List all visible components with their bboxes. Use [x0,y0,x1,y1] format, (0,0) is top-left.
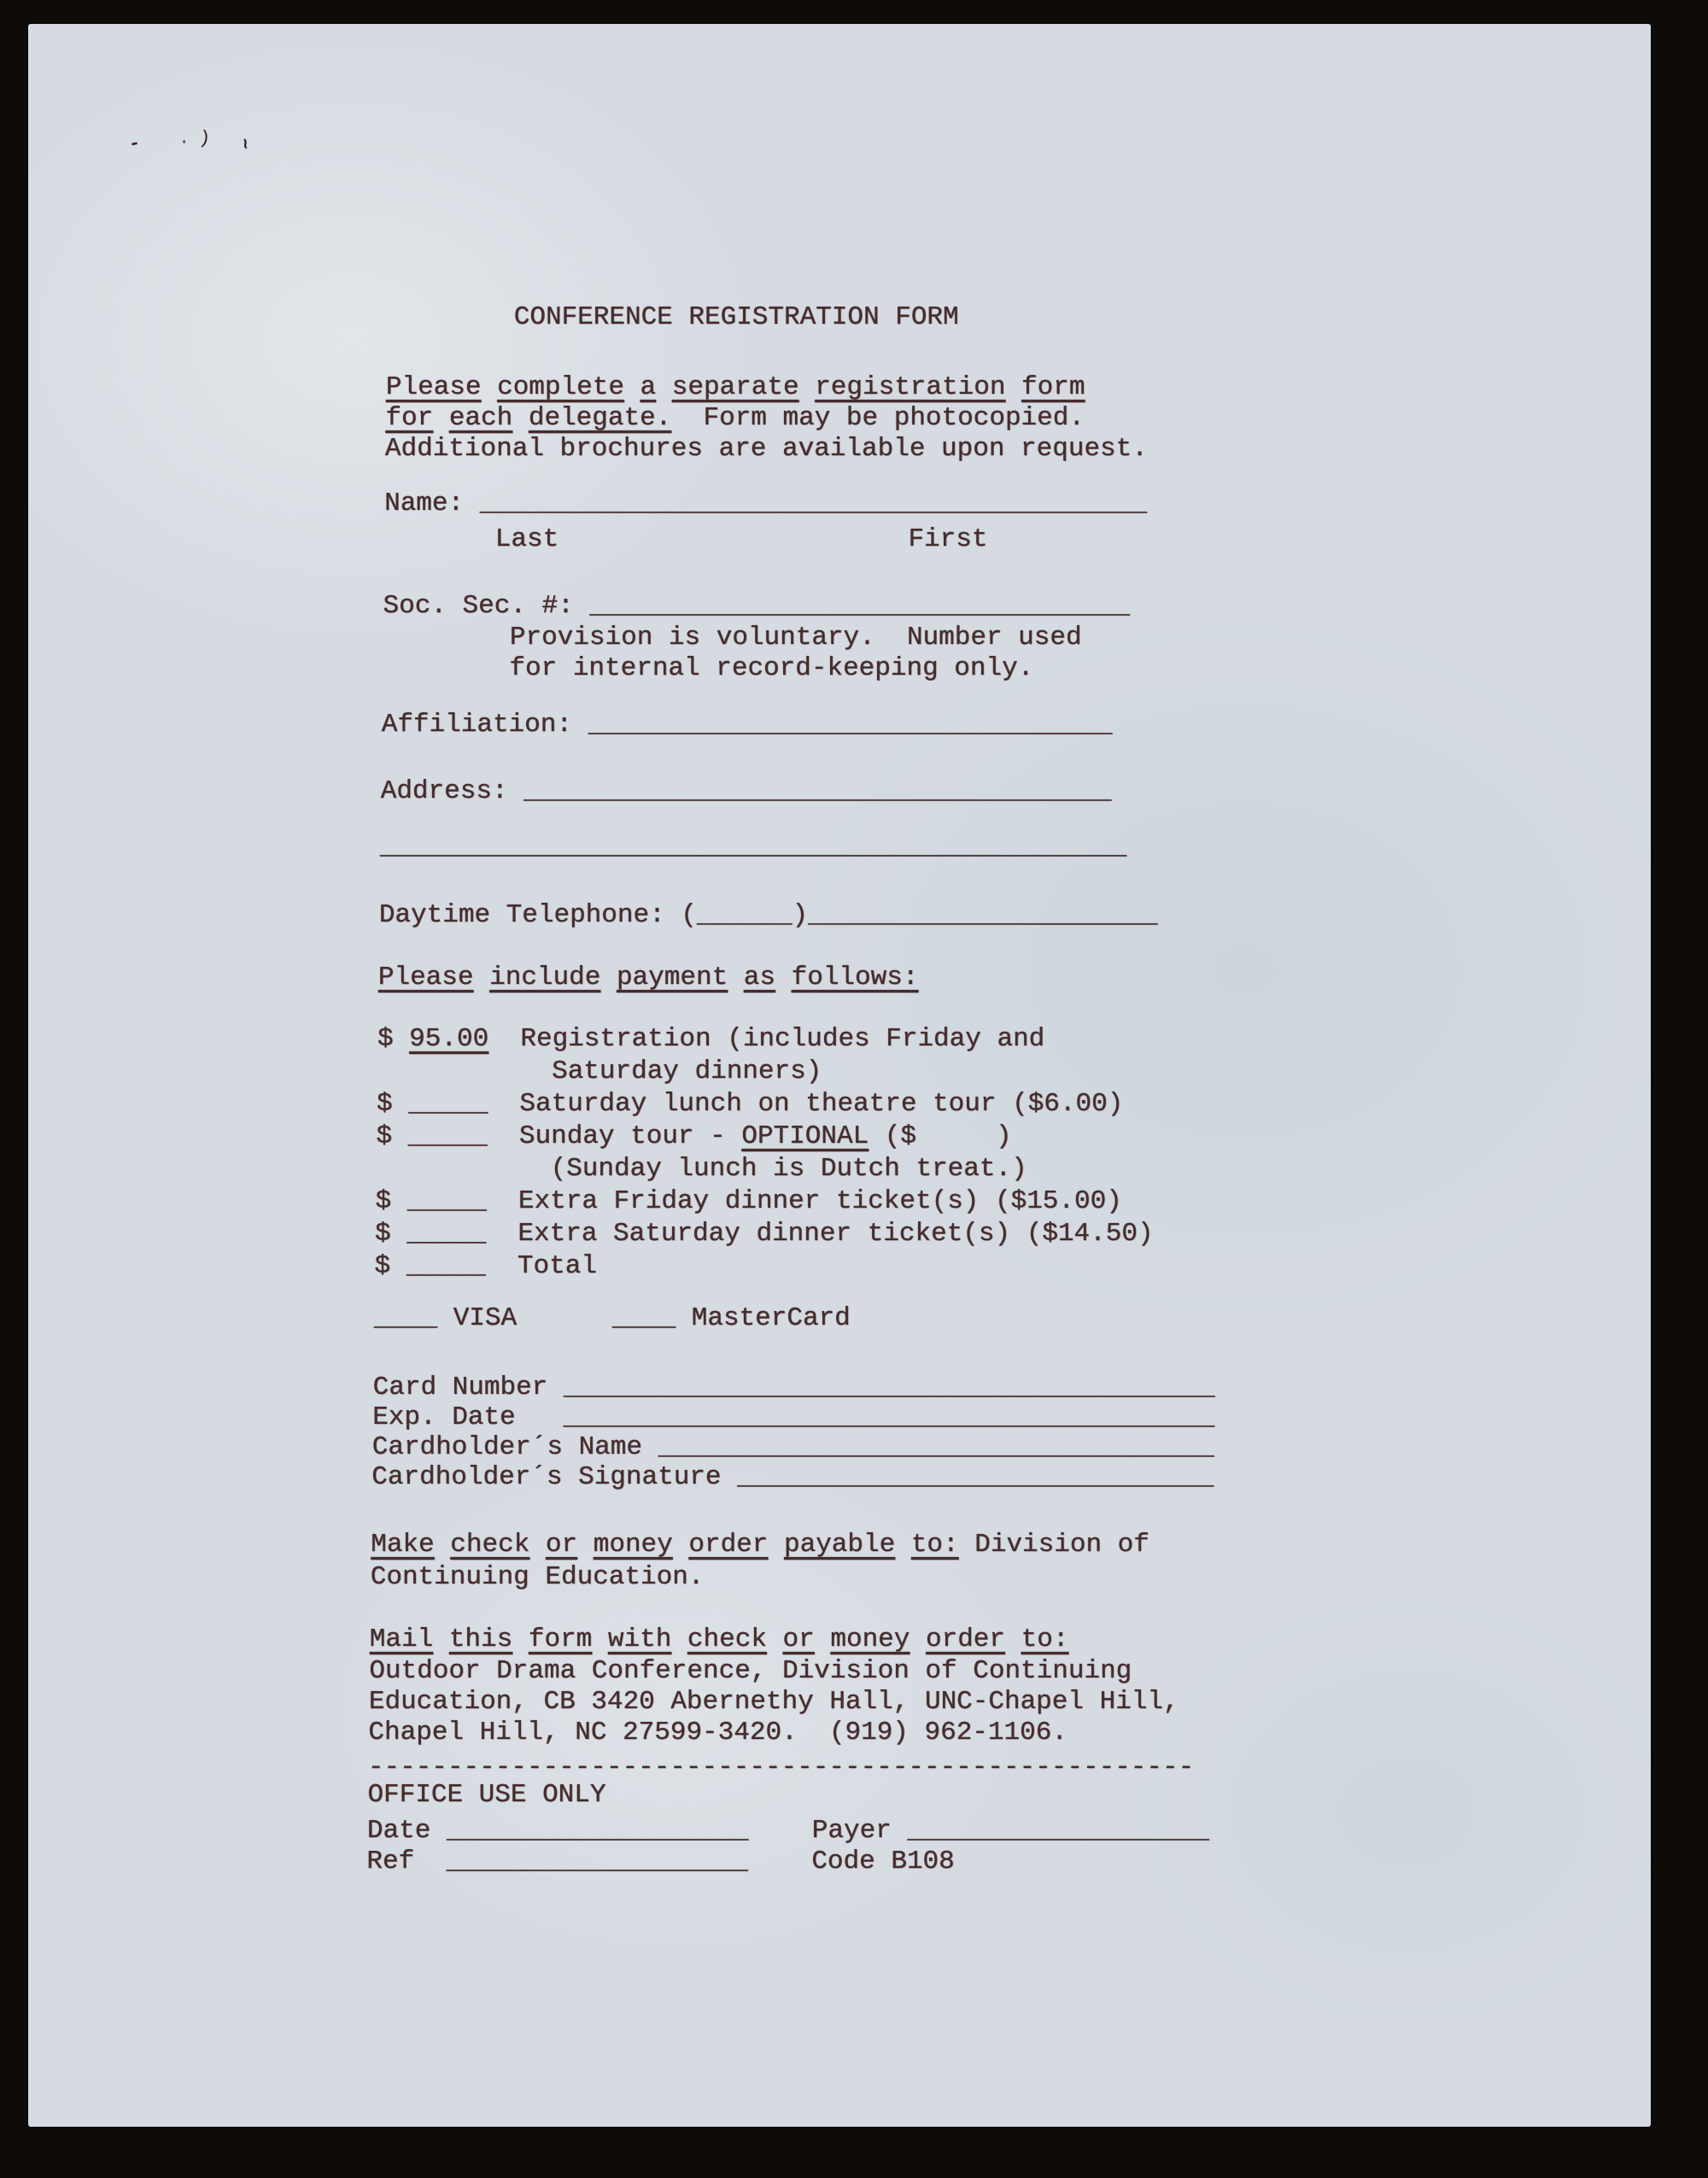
text-segment [433,1625,449,1654]
name-field-line [384,489,1147,518]
text-segment [577,1530,594,1560]
text-segment [748,1816,811,1846]
text-segment: $ [374,1219,407,1249]
underlined-text: OPTIONAL [741,1121,869,1151]
affiliation-field-line [382,711,1113,740]
text-segment: Cardholder´s Signature [371,1462,738,1492]
text-segment [1005,372,1021,402]
text-segment [799,372,816,402]
underlined-text: as [743,963,776,992]
mail-address-line-2 [369,1688,1179,1717]
text-segment: Extra Saturday dinner ticket(s) ($14.50) [486,1219,1154,1249]
office-use-heading [367,1781,605,1810]
payment-item-total [374,1252,596,1281]
text-segment: Form may be photocopied. [671,403,1085,433]
text-segment: Soc. Sec. #: [383,591,590,621]
underlined-text: or [782,1625,815,1654]
telephone-field-line [379,901,1158,930]
text-segment: _________________________________________ [563,1402,1215,1432]
text-segment: Exp. Date [372,1402,564,1432]
office-date-payer-line [367,1817,1209,1846]
text-segment [748,1847,811,1876]
text-segment: _____ [407,1121,488,1151]
text-segment: Date [366,1816,447,1846]
payment-item-extra-saturday [375,1220,1154,1249]
text-segment [474,963,490,992]
mail-address-line-1 [369,1657,1132,1686]
text-segment [1005,1625,1021,1654]
text-segment [767,1625,783,1654]
underlined-text: order [926,1625,1006,1654]
text-segment: Daytime Telephone: ( [378,900,697,930]
text-segment: Registration (includes Friday and [488,1024,1045,1054]
underlined-text: a [640,372,657,402]
underlined-text: order [688,1530,769,1560]
text-segment [435,1530,451,1560]
text-segment: _____ [407,1219,487,1249]
underlined-text: this [448,1625,513,1654]
underlined-text: complete [497,372,624,402]
text-segment: _____________________________________ [524,776,1112,806]
text-segment: ___________________ [446,1847,748,1876]
text-segment [895,1530,911,1560]
form-title [387,303,959,332]
text-segment: (Sunday lunch is Dutch treat.) [375,1154,1027,1184]
underlined-text: with [607,1625,672,1654]
text-segment: Provision is voluntary. Number used [383,623,1082,653]
text-segment: _____ [406,1251,486,1281]
text-segment [481,372,497,402]
text-segment [592,1625,608,1654]
text-segment: ---------------------------------------------------- [367,1753,1195,1783]
mail-address-line-3 [368,1718,1068,1748]
underlined-text: payment [616,963,728,992]
text-segment: Affiliation: [381,710,588,740]
text-segment: __________________________________ [589,591,1130,621]
payment-item-extra-friday [375,1187,1121,1216]
underlined-text: follows: [791,963,919,992]
text-segment: Code B108 [811,1847,955,1876]
paper [28,24,1651,2127]
ssn-field-line [383,592,1130,621]
text-segment: Total [485,1251,597,1281]
text-segment [910,1625,926,1654]
text-segment [775,963,792,992]
text-segment: ______________________ [808,900,1158,930]
text-segment: $ [375,1186,407,1216]
text-segment: _____ [407,1186,487,1216]
text-segment: Name: [384,489,480,518]
text-segment: ____ VISA ____ MasterCard [373,1303,851,1333]
text-segment [512,403,529,433]
underlined-text: Make [371,1530,435,1560]
text-segment: ($ ) [869,1121,1012,1151]
underlined-text: to: [1021,1625,1069,1654]
text-segment: _____ [408,1089,488,1119]
text-segment: Cardholder´s Name [371,1432,658,1462]
address-field-line-2 [380,833,1126,862]
payment-item-registration-cont [377,1057,822,1086]
underlined-text: form [528,1625,593,1654]
text-segment: Continuing Education. [370,1562,705,1592]
ink-mark: · [178,132,190,153]
text-segment: CONFERENCE REGISTRATION FORM [386,302,959,332]
text-segment: ) [792,900,809,930]
underlined-text: Please [385,372,482,402]
card-type-line [374,1304,851,1333]
underlined-text: Please [377,963,474,992]
text-segment: Last First [383,524,988,554]
check-payable-line-1 [371,1531,1149,1560]
underlined-text: form [1021,372,1085,402]
text-segment: __________________________________________ [479,489,1148,518]
text-segment: ______________________________ [737,1462,1214,1492]
text-segment [433,403,449,433]
text-segment: $ [374,1251,407,1281]
text-segment: for internal record-keeping only. [382,653,1034,683]
underlined-text: money [830,1625,910,1654]
underlined-text: include [489,963,601,992]
underlined-text: check [687,1625,767,1654]
instructions-line-1 [386,373,1085,402]
underlined-text: for [385,403,434,433]
text-segment: ___________________________________ [658,1432,1214,1462]
text-segment: OFFICE USE ONLY [367,1780,606,1810]
ink-mark: ~ [232,136,256,152]
ink-mark: ) [197,127,212,150]
underlined-text: Mail [369,1625,434,1654]
text-segment: ___________________ [446,1816,749,1846]
text-segment [656,372,672,402]
cardholder-name-field-line [372,1433,1214,1462]
text-segment: ______ [696,900,793,930]
text-segment: Additional brochures are available upon request. [384,434,1148,464]
payment-item-sunday-tour-note [376,1155,1027,1184]
text-segment [728,963,744,992]
text-segment: $ [377,1024,410,1054]
check-payable-line-2 [371,1563,705,1592]
text-segment: Extra Friday dinner ticket(s) ($15.00) [486,1186,1122,1216]
text-segment: Saturday lunch on theatre tour ($6.00) [488,1089,1124,1119]
text-segment [512,1625,529,1654]
text-segment [815,1625,831,1654]
name-sublabels-line [384,525,988,554]
mail-heading-line [370,1625,1069,1654]
underlined-text: or [545,1530,578,1560]
ssn-note-line-1 [383,624,1082,653]
text-segment: _______________________________________________ [379,832,1127,862]
exp-date-field-line [372,1403,1214,1432]
text-segment: Card Number [372,1373,564,1402]
payment-heading-line [378,963,919,992]
instructions-line-2 [385,404,1085,433]
office-ref-code-line [366,1847,954,1876]
text-segment: Chapel Hill, NC 27599-3420. (919) 962-1106. [368,1718,1068,1748]
ink-marks [126,126,283,161]
text-segment [600,963,617,992]
underlined-text: money [593,1530,673,1560]
text-segment: $ [376,1089,409,1119]
text-segment [768,1530,784,1560]
text-segment: _________________________________ [588,710,1113,740]
text-segment: ___________________ [907,1816,1209,1846]
text-segment: Division of [958,1530,1149,1560]
cardholder-signature-field-line [371,1463,1214,1492]
text-segment: Saturday dinners) [377,1057,822,1086]
text-segment: _________________________________________ [563,1373,1215,1402]
ssn-note-line-2 [383,654,1034,683]
underlined-text: delegate. [528,403,672,433]
card-number-field-line [373,1373,1215,1402]
text-segment: Payer [811,1816,908,1846]
text-segment: Address: [380,776,524,806]
payment-item-registration [377,1025,1044,1054]
underlined-text: payable [783,1530,896,1560]
underlined-text: separate [671,372,799,402]
address-field-line [381,777,1112,806]
underlined-text: registration [815,372,1006,402]
underlined-text: 95.00 [409,1024,489,1054]
text-segment: Outdoor Drama Conference, Division of Continuing [369,1656,1132,1686]
text-segment [624,372,640,402]
text-segment: $ [376,1121,408,1151]
instructions-line-3 [385,435,1148,464]
payment-item-sunday-tour [376,1122,1011,1151]
text-segment: Education, CB 3420 Abernethy Hall, UNC-Chapel Hill, [368,1687,1179,1717]
ink-mark: - [126,132,143,156]
payment-item-saturday-lunch [377,1090,1123,1119]
text-segment [529,1530,546,1560]
text-segment [673,1530,689,1560]
underlined-text: to: [910,1530,959,1560]
underlined-text: each [448,403,513,433]
separator-dashed-line [368,1754,1194,1783]
text-segment: Sunday tour - [487,1121,742,1151]
text-segment [671,1625,687,1654]
text-segment: Ref [366,1847,447,1876]
underlined-text: check [450,1530,530,1560]
